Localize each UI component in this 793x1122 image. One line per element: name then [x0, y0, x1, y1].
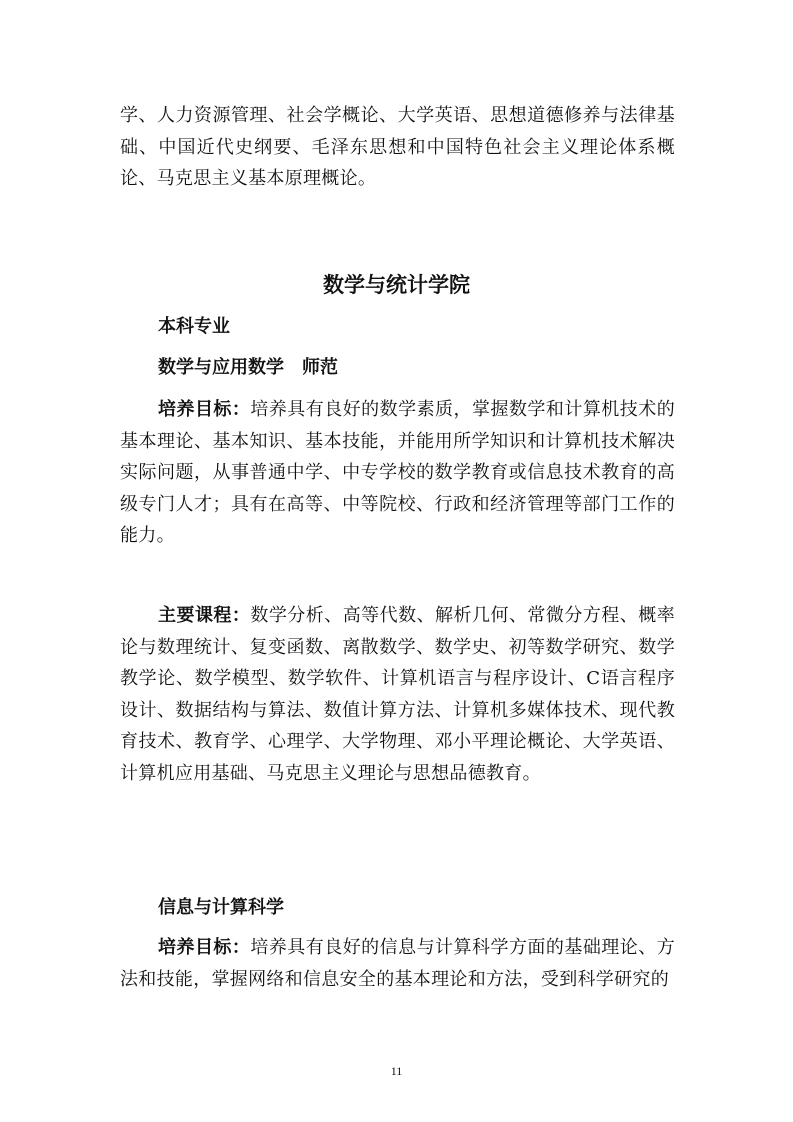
major-title-math: 数学与应用数学 师范	[158, 357, 338, 378]
section-heading: 本科专业	[158, 316, 230, 337]
info-goal-text: 培养具有良好的信息与计算科学方面的基础理论、方法和技能，掌握网络和信息安全的基本理论和方法，受到科学研究的	[120, 937, 675, 990]
page-number: 11	[390, 1064, 403, 1078]
college-title: 数学与统计学院	[323, 273, 470, 297]
major-title-info: 信息与计算科学	[158, 897, 284, 918]
math-courses-text: 数学分析、高等代数、解析几何、常微分方程、概率论与数理统计、复变函数、离散数学、数学史、初等数学研究、数学教学论、数学模型、数学软件、计算机语言与程序设计、C语言程序设计、数据结构与算法、数值计算方法、计算机多媒体技术、现代教育技术、教育学、心理学、大学物理、邓小平理论概论、大学英语、计算机应用基础、马克思主义理论与思想品德教育。	[120, 605, 675, 784]
math-goal-paragraph	[120, 394, 675, 552]
info-goal-label: 培养目标：	[158, 937, 251, 958]
math-courses-paragraph	[120, 600, 675, 789]
info-goal-paragraph	[120, 932, 675, 995]
math-courses-label: 主要课程：	[158, 605, 251, 626]
math-goal-label: 培养目标：	[158, 399, 251, 420]
intro-paragraph: 学、人力资源管理、社会学概论、大学英语、思想道德修养与法律基础、中国近代史纲要、毛泽东思想和中国特色社会主义理论体系概论、马克思主义基本原理概论。	[120, 105, 675, 189]
math-goal-text: 培养具有良好的数学素质，掌握数学和计算机技术的基本理论、基本知识、基本技能，并能用所学知识和计算机技术解决实际问题，从事普通中学、中专学校的数学教育或信息技术教育的高级专门人才；具有在高等、中等院校、行政和经济管理等部门工作的能力。	[120, 399, 675, 546]
